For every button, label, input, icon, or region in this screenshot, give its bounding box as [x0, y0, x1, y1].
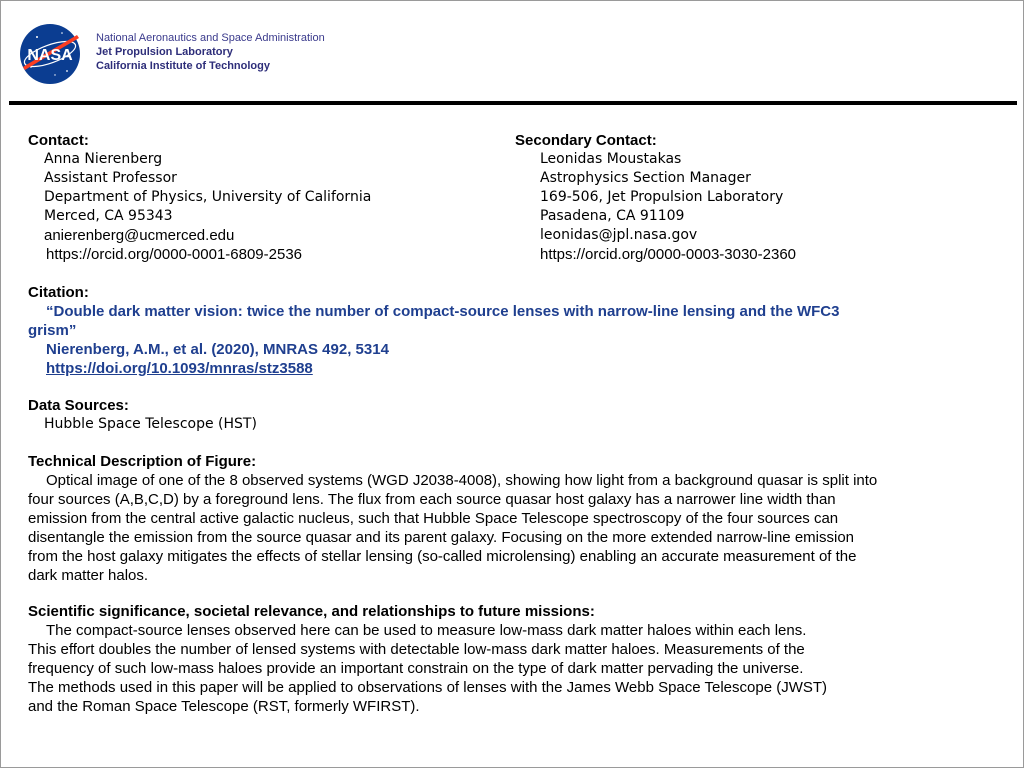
citation-doi-line	[28, 359, 928, 378]
contact-email[interactable]: anierenberg@ucmerced.edu	[44, 227, 235, 244]
secondary-contact-address: Pasadena, CA 91109	[540, 208, 685, 224]
technical-description-block	[28, 452, 988, 585]
contact-department: Department of Physics, University of California	[44, 189, 372, 205]
secondary-contact-title: Astrophysics Section Manager	[540, 170, 751, 186]
citation-block	[28, 283, 928, 378]
citation-reference: Nierenberg, A.M., et al. (2020), MNRAS 492, 5314	[46, 341, 389, 358]
citation-heading: Citation:	[28, 284, 89, 301]
significance-line: The methods used in this paper will be applied to observations of lenses with the James Webb Space Telescope (JWST)	[28, 679, 828, 696]
data-sources-heading: Data Sources:	[28, 397, 129, 414]
secondary-contact-department: 169-506, Jet Propulsion Laboratory	[540, 189, 784, 205]
svg-text:NASA: NASA	[27, 47, 73, 64]
data-sources-value: Hubble Space Telescope (HST)	[44, 416, 257, 432]
institute-name: California Institute of Technology	[96, 60, 270, 72]
contact-name: Anna Nierenberg	[44, 151, 163, 167]
secondary-contact-name: Leonidas Moustakas	[540, 151, 682, 167]
secondary-contact-email[interactable]: leonidas@jpl.nasa.gov	[540, 227, 698, 243]
significance-line: frequency of such low-mass haloes provide an important constrain on the type of dark matter pervading the universe.	[28, 660, 804, 677]
lab-name: Jet Propulsion Laboratory	[96, 46, 233, 58]
contact-orcid[interactable]: https://orcid.org/0000-0001-6809-2536	[46, 246, 303, 263]
citation-title: “Double dark matter vision: twice the number of compact-source lenses with narrow-line lensing and the WFC3	[46, 303, 840, 320]
significance-line: and the Roman Space Telescope (RST, formerly WFIRST).	[28, 698, 420, 715]
agency-name: National Aeronautics and Space Administration	[96, 32, 325, 44]
technical-description-line: Optical image of one of the 8 observed systems (WGD J2038-4008), showing how light from a background quasar is split into	[46, 472, 878, 489]
contact-heading: Contact:	[28, 132, 89, 149]
secondary-contact-orcid[interactable]: https://orcid.org/0000-0003-3030-2360	[540, 246, 797, 263]
nasa-logo	[17, 23, 83, 85]
citation-title-cont: grism”	[28, 322, 77, 339]
significance-block	[28, 602, 988, 716]
technical-description-line: emission from the central active galactic nucleus, such that Hubble Space Telescope spectroscopy of the four sources can	[28, 510, 839, 527]
technical-description-line: from the host galaxy mitigates the effects of stellar lensing (so-called microlensing) enabling an accurate measurement of the	[28, 548, 857, 565]
significance-heading: Scientific significance, societal relevance, and relationships to future missions:	[28, 603, 595, 620]
technical-description-line: four sources (A,B,C,D) by a foreground lens. The flux from each source quasar host galaxy has a narrower line width than	[28, 491, 836, 508]
agency-block	[96, 31, 325, 73]
data-sources-block	[28, 396, 928, 434]
contact-address: Merced, CA 95343	[44, 208, 173, 224]
technical-description-line: dark matter halos.	[28, 567, 149, 584]
significance-line: The compact-source lenses observed here can be used to measure low-mass dark matter haloes within each lens.	[46, 622, 807, 639]
contact-title: Assistant Professor	[44, 170, 177, 186]
citation-doi-link[interactable]: https://doi.org/10.1093/mnras/stz3588	[46, 360, 313, 377]
secondary-contact-block	[515, 131, 796, 264]
significance-line: This effort doubles the number of lensed systems with detectable low-mass dark matter haloes. Measurements of the	[28, 641, 805, 658]
technical-description-line: disentangle the emission from the source quasar and its parent galaxy. Focusing on the more extended narrow-line emission	[28, 529, 855, 546]
secondary-contact-heading: Secondary Contact:	[515, 132, 657, 149]
contact-block	[28, 131, 371, 264]
technical-description-heading: Technical Description of Figure:	[28, 453, 257, 470]
header-divider	[9, 101, 1017, 105]
